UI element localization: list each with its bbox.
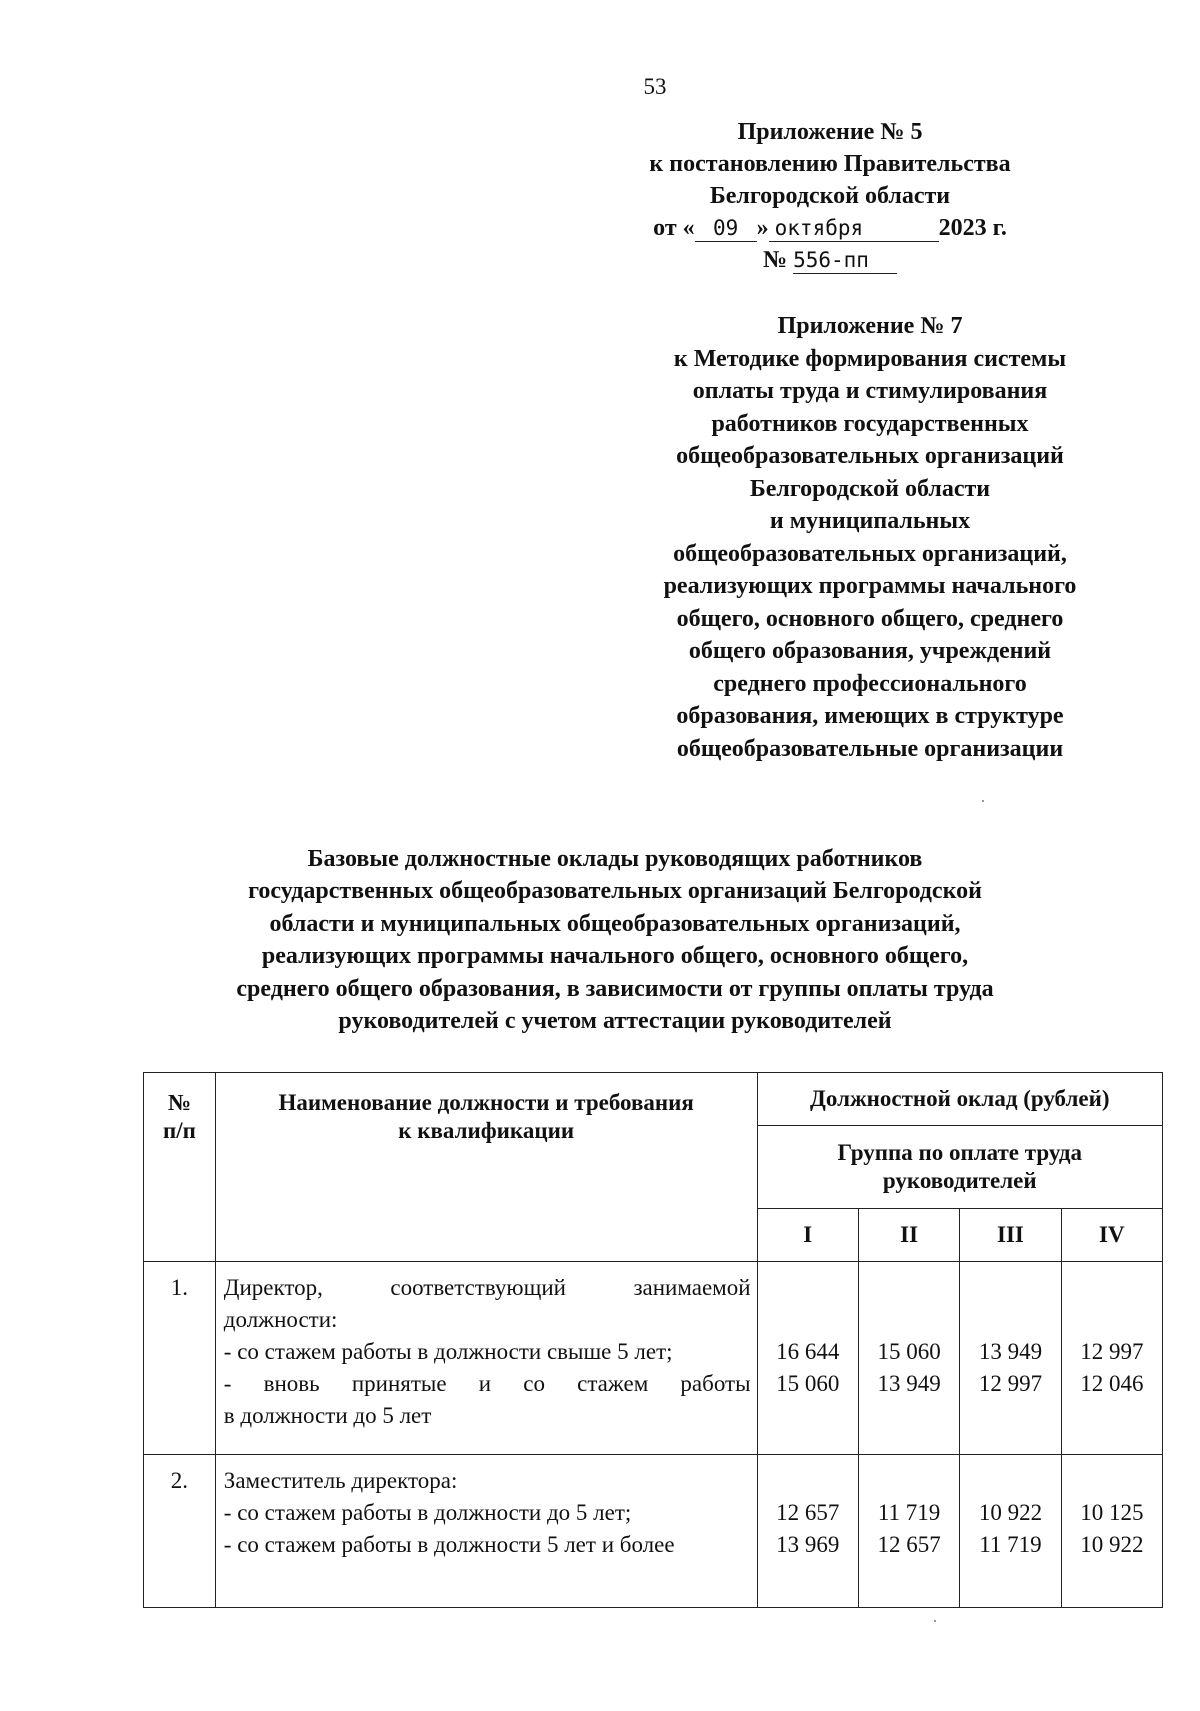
header-position-line: Наименование должности и требования <box>278 1090 694 1115</box>
appendix7-line: и муниципальных <box>769 508 971 534</box>
document-title <box>165 843 1065 1037</box>
salary-value: 12 997 <box>978 1371 1043 1396</box>
appendix7-line: общеобразовательных организаций <box>676 443 1064 469</box>
salary-value: 10 125 <box>1080 1500 1144 1525</box>
appendix7-line: реализующих программы начального <box>663 573 1077 599</box>
header-position-line: к квалификации <box>398 1118 575 1143</box>
appendix7-line: общеобразовательные организации <box>676 735 1064 762</box>
salary-value: 15 060 <box>776 1371 840 1396</box>
number-value: 556-пп <box>793 247 897 274</box>
header-group-ii: II <box>858 1209 959 1262</box>
title-line: государственных общеобразовательных организаций Белгородской <box>248 878 982 905</box>
header-group <box>757 1126 1162 1209</box>
appendix7-line: оплаты труда и стимулирования <box>692 378 1048 404</box>
salary-value: 13 949 <box>978 1339 1043 1364</box>
appendix5-date <box>640 212 1020 244</box>
salary-value: 15 060 <box>877 1339 941 1364</box>
header-group-i: I <box>757 1209 858 1262</box>
header-position <box>215 1073 757 1262</box>
salary-cell <box>858 1455 959 1608</box>
salary-value: 16 644 <box>776 1339 840 1364</box>
title-line: реализующих программы начального общего, основного общего, <box>261 943 969 970</box>
number-prefix: № <box>762 247 788 273</box>
salary-value: 12 657 <box>776 1500 840 1525</box>
salary-table <box>143 1072 1163 1608</box>
appendix7-line: Белгородской области <box>749 475 991 502</box>
salary-cell <box>960 1262 1061 1455</box>
salary-value: 10 922 <box>1080 1532 1144 1557</box>
appendix5-title: Приложение № 5 <box>737 119 923 145</box>
salary-value: 11 719 <box>979 1532 1042 1557</box>
title-line: Базовые должностные оклады руководящих работников <box>307 846 923 872</box>
salary-value: 12 997 <box>1080 1339 1144 1364</box>
salary-value: 12 657 <box>877 1532 941 1557</box>
position-item: в должности до 5 лет <box>223 1403 432 1428</box>
salary-cell <box>1061 1262 1162 1455</box>
date-day: 09 <box>695 215 757 242</box>
appendix7-line: работников государственных <box>711 410 1029 437</box>
header-group-line: Группа по оплате труда <box>837 1140 1083 1165</box>
appendix7-line: образования, имеющих в структуре <box>676 703 1064 729</box>
position-title: должности: <box>223 1307 338 1332</box>
position-title: Директор, соответствующий занимаемой <box>223 1275 751 1300</box>
header-number-line: № <box>167 1090 191 1115</box>
salary-cell <box>757 1455 858 1608</box>
appendix5-line: к постановлению Правительства <box>649 151 1011 177</box>
appendix5-block <box>640 116 1020 276</box>
date-month: октября <box>769 215 939 242</box>
position-item: - вновь принятые и со стажем работы <box>223 1371 751 1396</box>
header-group-iii: III <box>960 1209 1061 1262</box>
appendix5-number <box>640 244 1020 276</box>
appendix7-title: Приложение № 7 <box>777 313 963 339</box>
appendix7-line: общего образования, учреждений <box>688 638 1052 664</box>
table-header-row <box>144 1073 1163 1126</box>
position-item: - со стажем работы в должности до 5 лет; <box>223 1500 632 1525</box>
date-year: 2023 г. <box>938 215 1007 241</box>
header-number-line: п/п <box>162 1118 196 1143</box>
table-row <box>144 1455 1163 1608</box>
scan-speck <box>982 800 984 802</box>
header-group-line: руководителей <box>882 1168 1037 1193</box>
salary-value: 11 719 <box>877 1500 941 1525</box>
salary-cell <box>858 1262 959 1455</box>
salary-value: 13 949 <box>877 1371 941 1396</box>
position-item: - со стажем работы в должности свыше 5 лет; <box>223 1339 673 1364</box>
appendix7-block <box>590 310 1150 765</box>
salary-cell <box>1061 1455 1162 1608</box>
appendix7-line: общеобразовательных организаций, <box>673 540 1067 567</box>
header-salary: Должностной оклад (рублей) <box>757 1073 1162 1126</box>
position-title: Заместитель директора: <box>223 1468 458 1493</box>
title-line: области и муниципальных общеобразовательных организаций, <box>269 910 961 937</box>
row-position <box>215 1262 757 1455</box>
title-line: руководителей с учетом аттестации руководителей <box>338 1008 892 1035</box>
row-number: 2. <box>144 1455 216 1608</box>
header-group-iv: IV <box>1061 1209 1162 1262</box>
date-prefix: от « <box>653 215 695 241</box>
appendix5-line: Белгородской области <box>709 183 951 209</box>
appendix7-line: среднего профессионального <box>713 670 1027 697</box>
salary-cell <box>960 1455 1061 1608</box>
row-position <box>215 1455 757 1608</box>
salary-value: 10 922 <box>978 1500 1043 1525</box>
page-number: 53 <box>643 74 667 99</box>
salary-value: 13 969 <box>776 1532 840 1557</box>
scan-speck <box>934 1620 936 1622</box>
appendix7-line: к Методике формирования системы <box>673 345 1067 372</box>
header-number <box>144 1073 216 1262</box>
position-item: - со стажем работы в должности 5 лет и более <box>223 1532 675 1557</box>
table-row <box>144 1262 1163 1455</box>
salary-value: 12 046 <box>1080 1371 1144 1396</box>
title-line: среднего общего образования, в зависимости от группы оплаты труда <box>236 975 994 1002</box>
date-mid: » <box>756 215 769 241</box>
row-number: 1. <box>144 1262 216 1455</box>
appendix7-line: общего, основного общего, среднего <box>676 605 1064 632</box>
salary-cell <box>757 1262 858 1455</box>
